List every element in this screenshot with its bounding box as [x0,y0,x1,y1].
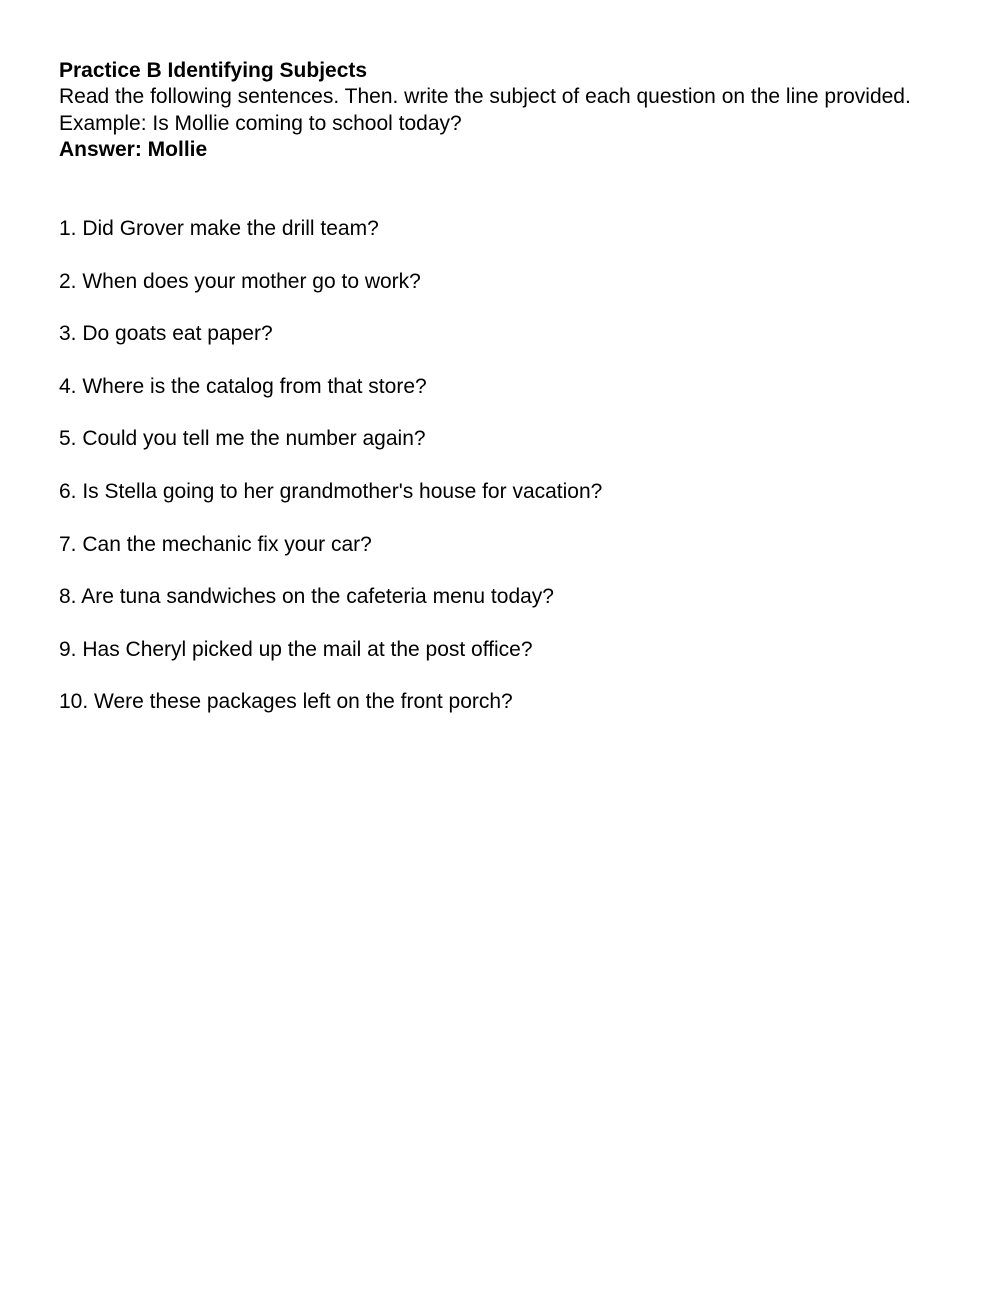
question-item: 3. Do goats eat paper? [59,322,273,346]
question-item: 1. Did Grover make the drill team? [59,217,379,240]
question-item: 4. Where is the catalog from that store? [59,374,427,398]
worksheet-instructions: Read the following sentences. Then. write the subject of each question on the line provided. [59,85,911,109]
worksheet-header [59,58,939,163]
question-list [59,216,959,742]
question-item: 5. Could you tell me the number again? [59,427,426,451]
question-item: 2. When does your mother go to work? [59,269,421,293]
worksheet-title: Practice B Identifying Subjects [59,59,368,82]
example-sentence: Example: Is Mollie coming to school today? [59,111,462,135]
question-item: 7. Can the mechanic fix your car? [59,532,372,556]
question-item: 8. Are tuna sandwiches on the cafeteria menu today? [59,585,554,609]
question-item: 9. Has Cheryl picked up the mail at the post office? [59,637,533,661]
question-item: 10. Were these packages left on the front porch? [59,690,513,714]
example-answer: Answer: Mollie [59,137,208,161]
question-item: 6. Is Stella going to her grandmother's house for vacation? [59,479,603,503]
